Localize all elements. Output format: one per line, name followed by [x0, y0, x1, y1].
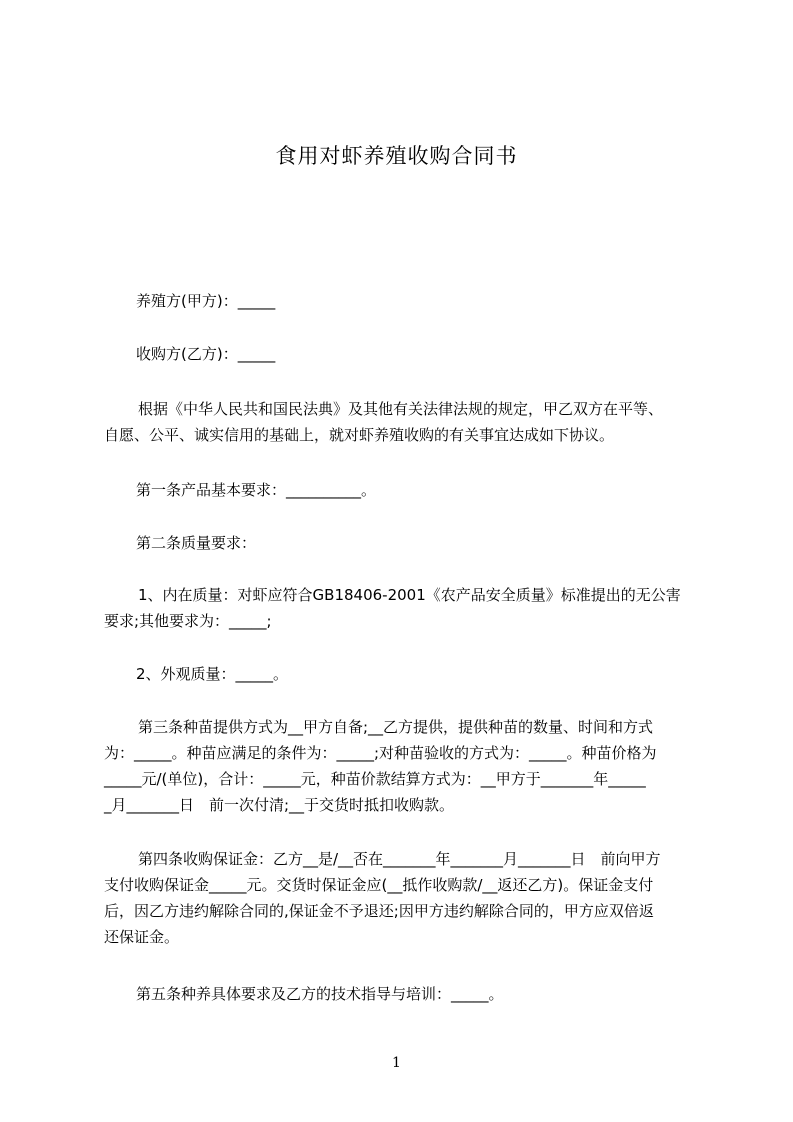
- page-number: 1: [392, 1055, 401, 1071]
- article-4-line-3: 后，因乙方违约解除合同的,保证金不予退还;因甲方违约解除合同的，甲方应双倍返: [104, 902, 654, 920]
- article-4-line-2: 支付收购保证金_____元。交货时保证金应(__抵作收购款/__返还乙方)。保证金支付: [104, 876, 654, 894]
- article-4-line-4: 还保证金。: [104, 928, 180, 946]
- article-3-line-4: _月_______日 前一次付清;__于交货时抵扣收购款。: [104, 796, 455, 814]
- quality-item-1-line-1: 1、内在质量：对虾应符合GB18406-2001《农产品安全质量》标准提出的无公害: [138, 586, 681, 604]
- article-3-line-3: _____元/(单位)，合计：_____元，种苗价款结算方式为：__甲方于_______年_____: [104, 770, 646, 788]
- quality-item-1-line-2: 要求;其他要求为：_____;: [104, 612, 272, 630]
- preamble-line-1: 根据《中华人民共和国民法典》及其他有关法律法规的规定，甲乙双方在平等、: [138, 400, 664, 418]
- preamble-line-2: 自愿、公平、诚实信用的基础上，就对虾养殖收购的有关事宜达成如下协议。: [104, 426, 615, 444]
- preamble-paragraph: [104, 396, 700, 448]
- article-3-line-2: 为：_____。种苗应满足的条件为：_____;对种苗验收的方式为：_____。种苗价格为: [104, 744, 657, 762]
- quality-item-2: 2、外观质量：_____。: [136, 665, 289, 683]
- article-4-line-1: 第四条收购保证金：乙方__是/__否在_______年_______月_______日 前向甲方: [138, 850, 661, 868]
- article-5: 第五条种养具体要求及乙方的技术指导与培训：_____。: [136, 985, 504, 1003]
- party-b-line: 收购方(乙方)：_____: [136, 345, 276, 363]
- article-1: 第一条产品基本要求：__________。: [136, 481, 377, 499]
- quality-item-1: [104, 582, 700, 634]
- article-2-heading: 第二条质量要求：: [136, 534, 257, 552]
- party-a-line: 养殖方(甲方)：_____: [136, 292, 276, 310]
- article-3: [104, 714, 700, 818]
- document-title: 食用对虾养殖收购合同书: [275, 144, 518, 168]
- article-4: [104, 846, 700, 950]
- article-3-line-1: 第三条种苗提供方式为__甲方自备;__乙方提供，提供种苗的数量、时间和方式: [138, 718, 654, 736]
